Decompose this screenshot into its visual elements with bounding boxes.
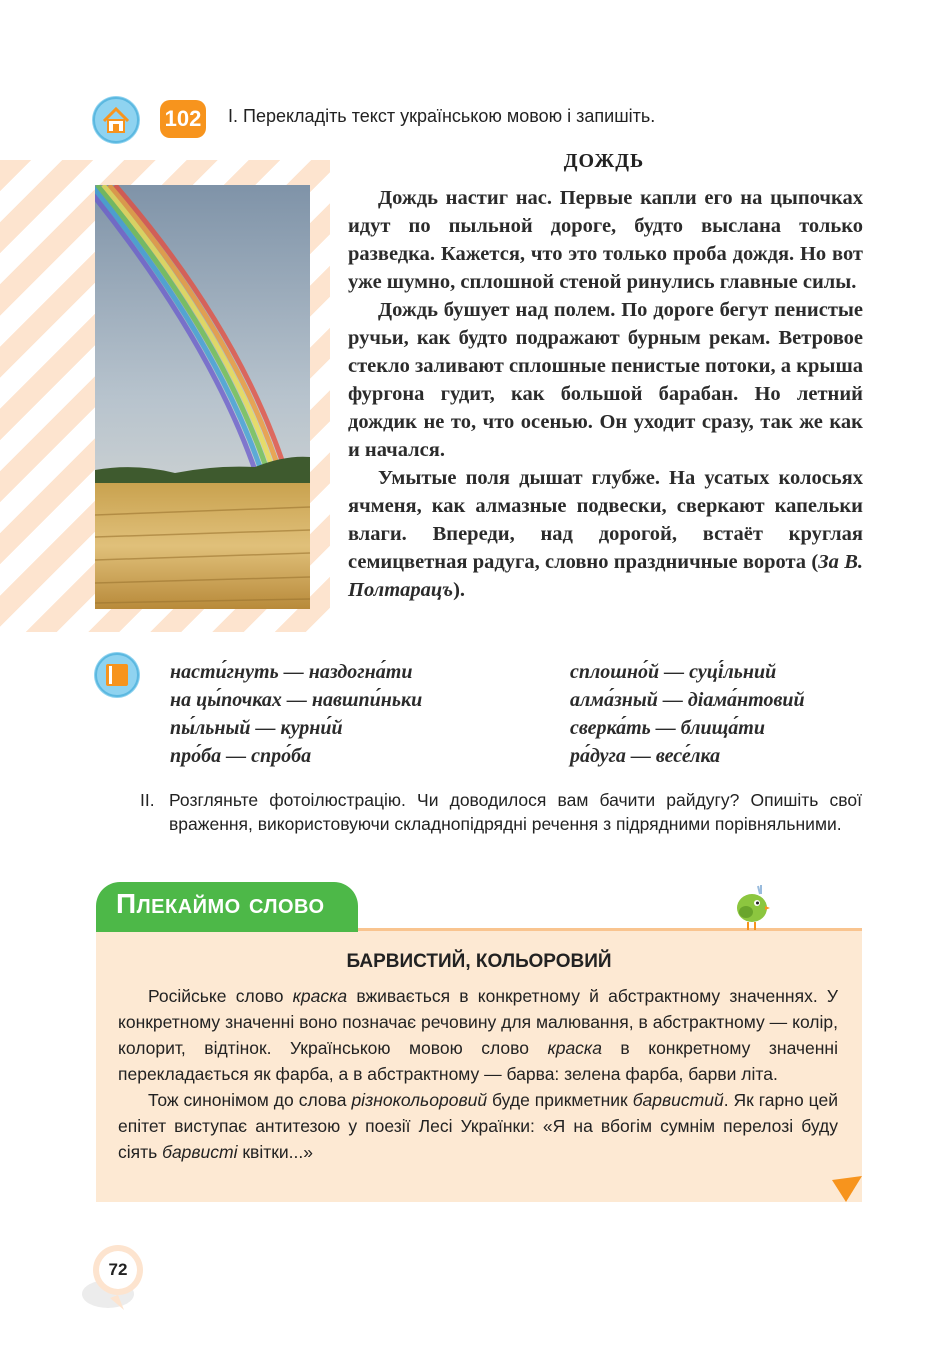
- vocab-item: сплошно́й — суці́льний: [570, 661, 777, 683]
- vocab-item: ра́дуга — весе́лка: [570, 745, 721, 767]
- text-run: . Як гарно цей епітет виступає антитезою у поезії Лесі Українки: «Я на вбогім сумнім перелозі буду сіять: [118, 1090, 838, 1162]
- text-run: Російське слово: [148, 986, 293, 1006]
- cherish-word-title: Плекаймо слово: [116, 888, 325, 919]
- page-number: 72: [108, 1260, 128, 1279]
- story-paragraph-1: Дождь настиг нас. Первые капли его на цыпочках идут по пыльной дороге, будто выслана только разведка. Кажется, что это только проба дождя. Но вот уже шумно, сплошной стеной ринулись главные силы.: [348, 187, 863, 293]
- task-2-text: Розгляньте фотоілюстрацію. Чи доводилося вам бачити райдугу? Опишіть свої враження, використовуючи складнопідрядні речення з підрядними порівняльними.: [169, 790, 862, 834]
- story-attribution: За В. Полтарацъ: [348, 551, 863, 601]
- vocab-item: сверка́ть — блища́ти: [570, 717, 765, 739]
- vocab-item: насти́гнуть — наздогна́ти: [170, 661, 413, 683]
- story-paragraph-2: Дождь бушует над полем. По дороге бегут пенистые ручьи, как будто подражают бурным рекам. Ветровое стекло заливают сплошные пенистые потоки, а крыша фургона гудит, как большой барабан. Но летний дождик не то, что осенью. Он уходит сразу, так же как и начался.: [348, 299, 863, 461]
- story-paragraph-3-text: Умытые поля дышат глубже. На усатых колосьях ячменя, как алмазные подвески, сверкают капельки влаги. Впереди, над дорогой, встаёт круглая семицветная радуга, словно праздничные ворота (: [348, 467, 863, 573]
- italic-run: краска: [292, 986, 348, 1006]
- story-text: [348, 184, 863, 604]
- rainbow-field-photo: [95, 185, 310, 609]
- vocab-item: на цы́почках — навшпи́ньки: [170, 689, 423, 711]
- vocab-right-column: [570, 658, 805, 770]
- vocab-item: про́ба — спро́ба: [170, 745, 312, 767]
- corner-arrow-icon: [832, 1176, 862, 1202]
- box-text: [118, 983, 838, 1165]
- text-run: в конкретному значенні перекладається як фарба, а в абстрактному — барва: зелена фарба, барви літа.: [118, 1038, 838, 1084]
- text-run: вживається в конкретному й абстрактному значеннях. У конкретному значенні воно позначає речовину для малювання, в абстрактному — колір, колорит, відтінок. Українською мовою слово: [118, 986, 839, 1058]
- book-icon: [94, 652, 140, 698]
- story-title: ДОЖДЬ: [563, 150, 645, 172]
- italic-run: краска: [547, 1038, 602, 1058]
- story-paragraph-3: [348, 464, 863, 604]
- task-instruction: І. Перекладіть текст українською мовою і запишіть.: [228, 106, 656, 126]
- italic-run: барвистий: [632, 1090, 724, 1110]
- box-heading: БАРВИСТИЙ, КОЛЬОРОВИЙ: [346, 951, 612, 972]
- vocab-item: алма́зный — діама́нтовий: [570, 689, 805, 711]
- task-number-badge: 102: [160, 100, 206, 138]
- text-run: Тож синонімом до слова: [148, 1090, 352, 1110]
- italic-run: барвисті: [162, 1142, 238, 1162]
- box-paragraph-2: [118, 1087, 838, 1165]
- home-task-icon: [92, 96, 140, 144]
- italic-run: різнокольоровий: [351, 1090, 488, 1110]
- box-paragraph-1: [118, 983, 838, 1087]
- vocab-item: пы́льный — курни́й: [170, 717, 343, 739]
- bird-icon: [730, 882, 770, 932]
- box-top-line: [358, 928, 862, 931]
- vocab-left-column: [170, 658, 422, 770]
- task-2-number: II.: [140, 790, 155, 810]
- task-2: [140, 788, 862, 836]
- story-paragraph-3-end: ).: [453, 579, 466, 601]
- text-run: квітки...»: [237, 1142, 313, 1162]
- text-run: буде прикметник: [487, 1090, 633, 1110]
